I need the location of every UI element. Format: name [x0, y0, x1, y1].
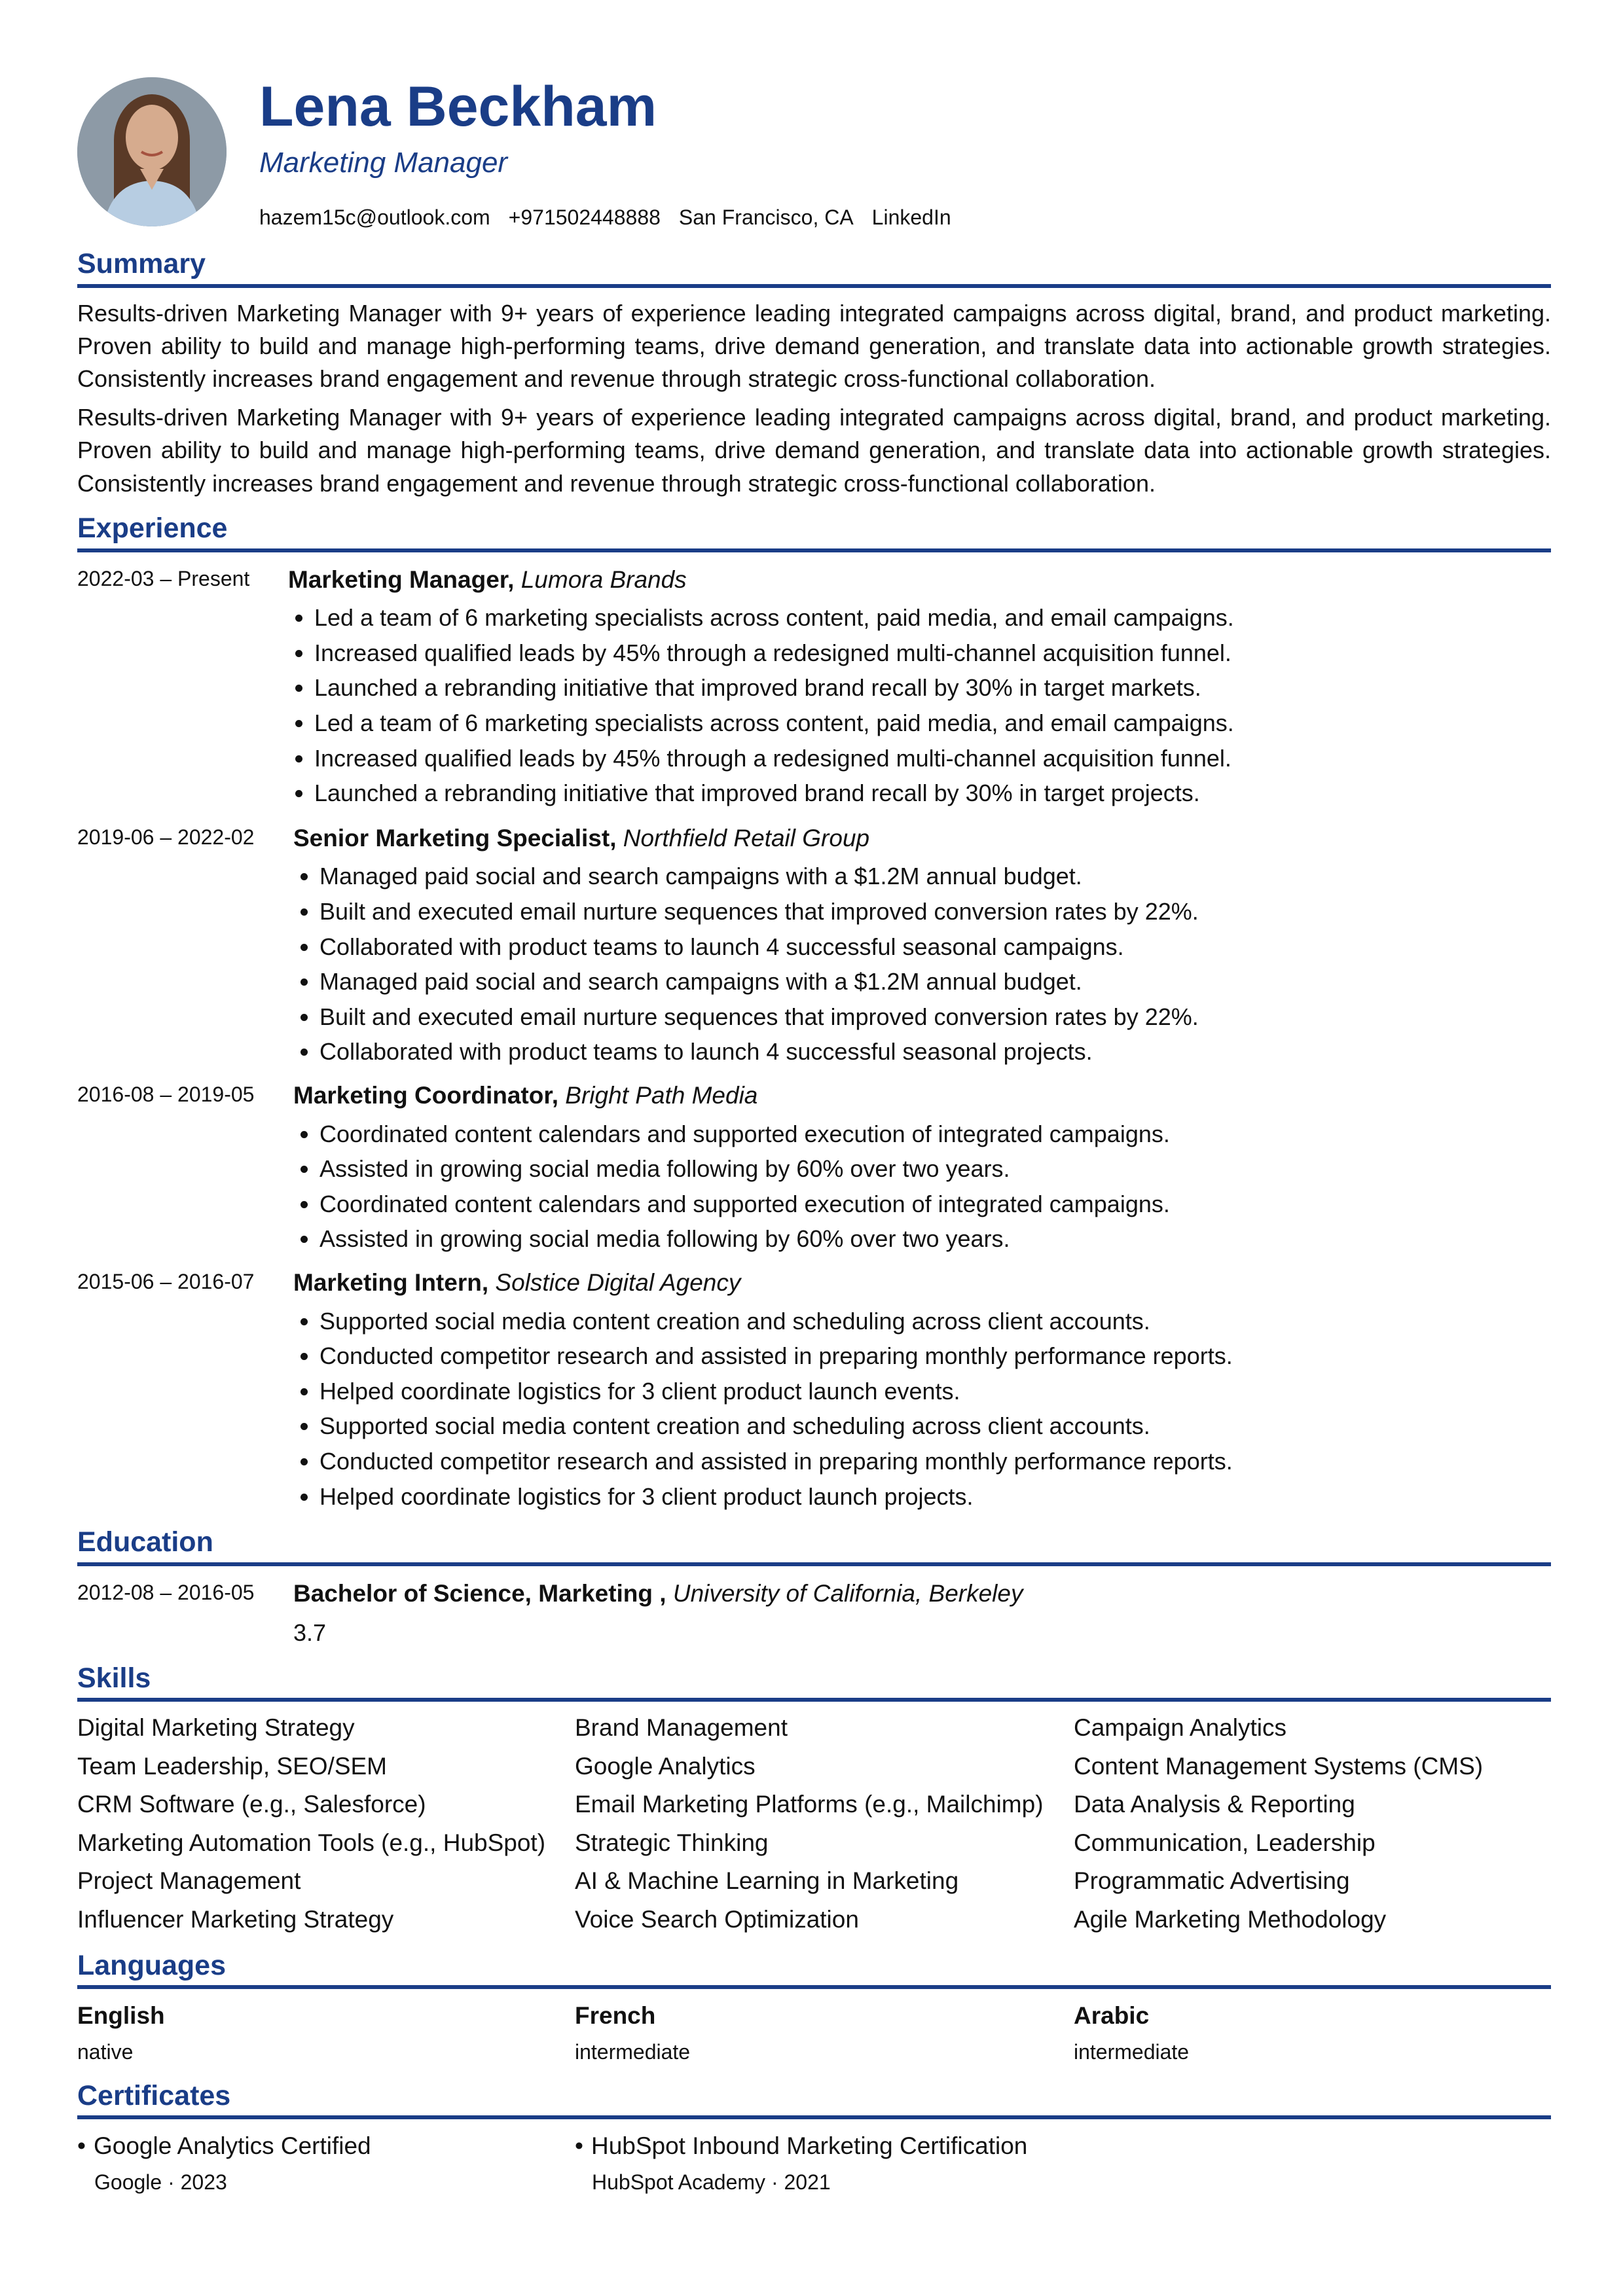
skill-item: Team Leadership, SEO/SEM	[77, 1752, 387, 1780]
languages-grid	[77, 1998, 1551, 2068]
skill-item: Programmatic Advertising	[1074, 1867, 1350, 1895]
skill-item: Communication, Leadership	[1074, 1829, 1376, 1856]
list-item: • Supported social media content creation and scheduling across client accounts.	[319, 1408, 1551, 1444]
company-name: Bright Path Media	[565, 1082, 758, 1109]
skill-item: AI & Machine Learning in Marketing	[575, 1867, 959, 1895]
list-item: • Built and executed email nurture sequences that improved conversion rates by 22%.	[319, 894, 1551, 929]
list-item: • Increased qualified leads by 45% through a redesigned multi-channel acquisition funnel.	[314, 636, 1551, 671]
header-text	[259, 72, 951, 232]
skill-item: Voice Search Optimization	[575, 1906, 859, 1933]
list-item: • Launched a rebranding initiative that improved brand recall by 30% in target markets.	[314, 670, 1551, 706]
resume-header	[77, 72, 1551, 236]
skill-item: Marketing Automation Tools (e.g., HubSpot)	[77, 1829, 546, 1856]
list-item: • Assisted in growing social media following by 60% over two years.	[319, 1221, 1551, 1257]
certificate-meta: Google · 2023	[94, 2170, 227, 2195]
entry-role	[293, 820, 1551, 857]
skill-item: Agile Marketing Methodology	[1074, 1906, 1387, 1933]
contact-location: San Francisco, CA	[678, 205, 854, 229]
skill-item: Data Analysis & Reporting	[1074, 1791, 1355, 1818]
summary-section	[77, 247, 1551, 500]
candidate-name: Lena Beckham	[259, 75, 657, 138]
list-item: • Helped coordinate logistics for 3 client product launch projects.	[319, 1479, 1551, 1515]
list-item: • Coordinated content calendars and supported execution of integrated campaigns.	[319, 1187, 1551, 1222]
entry-role	[288, 562, 1551, 598]
list-item: • Coordinated content calendars and supported execution of integrated campaigns.	[319, 1117, 1551, 1152]
skill-item: Google Analytics	[575, 1752, 756, 1780]
experience-entry	[77, 820, 1551, 1069]
entry-dates: 2015-06 – 2016-07	[77, 1270, 255, 1294]
skill-item: Content Management Systems (CMS)	[1074, 1752, 1484, 1780]
languages-section	[77, 1949, 1551, 2068]
list-item: • Managed paid social and search campaigns with a $1.2M annual budget.	[319, 859, 1551, 894]
language-name: French	[575, 2002, 656, 2030]
section-heading: Languages	[77, 1949, 1551, 1990]
language-item	[1074, 1998, 1551, 2068]
list-item: • Led a team of 6 marketing specialists across content, paid media, and email campaigns.	[314, 600, 1551, 636]
certificate-name: • Google Analytics Certified	[77, 2128, 575, 2164]
bullet-list	[293, 1117, 1551, 1257]
list-item: • Supported social media content creation and scheduling across client accounts.	[319, 1304, 1551, 1339]
portrait-image	[77, 77, 227, 226]
list-item: • Launched a rebranding initiative that improved brand recall by 30% in target projects.	[314, 776, 1551, 811]
list-item: • Conducted competitor research and assisted in preparing monthly performance reports.	[319, 1444, 1551, 1479]
education-section	[77, 1526, 1551, 1649]
list-item: • Assisted in growing social media following by 60% over two years.	[319, 1151, 1551, 1187]
entry-dates: 2022-03 – Present	[77, 566, 250, 590]
entry-dates: 2016-08 – 2019-05	[77, 1083, 255, 1107]
skill-item: Project Management	[77, 1867, 301, 1895]
certificates-grid	[77, 2128, 1551, 2198]
experience-entry	[77, 562, 1551, 811]
language-item	[77, 1998, 575, 2068]
section-heading: Summary	[77, 247, 1551, 288]
role-title: Senior Marketing Specialist,	[293, 824, 617, 852]
section-heading: Education	[77, 1526, 1551, 1566]
skills-section	[77, 1662, 1551, 1937]
entry-degree	[293, 1575, 1551, 1612]
role-title: Marketing Coordinator,	[293, 1082, 558, 1109]
bullet-list	[293, 859, 1551, 1069]
bullet-list	[293, 1304, 1551, 1515]
language-level: intermediate	[575, 2039, 691, 2064]
skill-item: Email Marketing Platforms (e.g., Mailchimp)	[575, 1791, 1044, 1818]
skill-item: Campaign Analytics	[1074, 1714, 1286, 1742]
summary-paragraph: Results-driven Marketing Manager with 9+ years of experience leading integrated campaigns across digital, brand, and product marketing. Proven ability to build and manage high-performing teams, drive demand generation, and translate data into actionable growth strategies. Consistently increases brand engagement and revenue through strategic cross-functional collaboration.	[77, 403, 1551, 497]
certificate-name: • HubSpot Inbound Marketing Certification	[575, 2128, 1551, 2164]
experience-entry	[77, 1265, 1551, 1514]
summary-paragraph: Results-driven Marketing Manager with 9+ years of experience leading integrated campaigns across digital, brand, and product marketing. Proven ability to build and manage high-performing teams, drive demand generation, and translate data into actionable growth strategies. Consistently increases brand engagement and revenue through strategic cross-functional collaboration.	[77, 299, 1551, 393]
skills-grid	[77, 1711, 1551, 1937]
entry-dates: 2012-08 – 2016-05	[77, 1580, 255, 1604]
section-heading: Skills	[77, 1662, 1551, 1702]
language-name: English	[77, 2002, 165, 2030]
experience-entry	[77, 1077, 1551, 1257]
company-name: Solstice Digital Agency	[495, 1269, 741, 1297]
company-name: Northfield Retail Group	[623, 824, 870, 852]
certificate-item	[575, 2128, 1551, 2198]
list-item: • Managed paid social and search campaigns with a $1.2M annual budget.	[319, 964, 1551, 999]
language-name: Arabic	[1074, 2002, 1150, 2030]
language-item	[575, 1998, 1074, 2068]
skill-item: Digital Marketing Strategy	[77, 1714, 355, 1742]
list-item: • Helped coordinate logistics for 3 client product launch events.	[319, 1374, 1551, 1409]
section-heading: Certificates	[77, 2079, 1551, 2120]
entry-role	[293, 1077, 1551, 1114]
entry-role	[293, 1265, 1551, 1301]
language-level: intermediate	[1074, 2039, 1190, 2064]
experience-section	[77, 512, 1551, 1514]
company-name: Lumora Brands	[520, 565, 687, 593]
bullet-list	[288, 600, 1551, 811]
skill-item: Brand Management	[575, 1714, 788, 1742]
list-item: • Led a team of 6 marketing specialists across content, paid media, and email campaigns.	[314, 706, 1551, 741]
candidate-title: Marketing Manager	[259, 147, 508, 179]
certificate-meta: HubSpot Academy · 2021	[592, 2170, 831, 2195]
contact-phone[interactable]: +971502448888	[508, 205, 661, 229]
gpa-value: 3.7	[293, 1619, 327, 1647]
list-item: • Conducted competitor research and assisted in preparing monthly performance reports.	[319, 1338, 1551, 1374]
list-item: • Collaborated with product teams to launch 4 successful seasonal projects.	[319, 1034, 1551, 1069]
contact-line	[259, 203, 951, 232]
certificate-item	[77, 2128, 575, 2198]
entry-dates: 2019-06 – 2022-02	[77, 825, 255, 849]
avatar	[77, 77, 227, 226]
skill-item: Strategic Thinking	[575, 1829, 769, 1856]
skill-item: CRM Software (e.g., Salesforce)	[77, 1791, 426, 1818]
contact-linkedin-link[interactable]: LinkedIn	[871, 205, 951, 229]
list-item: • Collaborated with product teams to launch 4 successful seasonal campaigns.	[319, 929, 1551, 965]
certificates-section	[77, 2079, 1551, 2198]
contact-email[interactable]: hazem15c@outlook.com	[259, 205, 490, 229]
degree-title: Bachelor of Science, Marketing ,	[293, 1579, 666, 1607]
school-name: University of California, Berkeley	[672, 1579, 1023, 1607]
list-item: • Increased qualified leads by 45% through a redesigned multi-channel acquisition funnel.	[314, 741, 1551, 776]
skill-item: Influencer Marketing Strategy	[77, 1906, 394, 1933]
list-item: • Built and executed email nurture sequences that improved conversion rates by 22%.	[319, 999, 1551, 1035]
language-level: native	[77, 2039, 134, 2064]
role-title: Marketing Intern,	[293, 1269, 489, 1297]
section-heading: Experience	[77, 512, 1551, 552]
education-entry	[77, 1575, 1551, 1650]
role-title: Marketing Manager,	[288, 565, 515, 593]
